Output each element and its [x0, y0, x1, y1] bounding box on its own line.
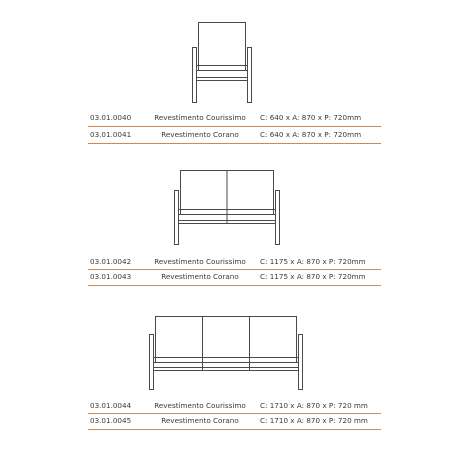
product-code: 03.01.0040 [90, 113, 132, 122]
product-code: 03.01.0043 [90, 272, 132, 281]
product-code: 03.01.0044 [90, 401, 132, 410]
product-dimensions: C: 1175 x A: 870 x P: 720mm [260, 272, 366, 281]
two-seat-sofa-drawing [175, 171, 280, 245]
product-dimensions: C: 640 x A: 870 x P: 720mm [260, 113, 362, 122]
product-code: 03.01.0042 [90, 257, 132, 266]
product-dimensions: C: 1710 x A: 870 x P: 720 mm [260, 401, 368, 410]
product-description: Revestimento Corano [161, 272, 239, 281]
product-dimensions: C: 1710 x A: 870 x P: 720 mm [260, 416, 368, 425]
three-seat-sofa-drawing [150, 317, 303, 390]
product-row [88, 271, 381, 283]
product-dimensions: C: 1175 x A: 870 x P: 720mm [260, 257, 366, 266]
product-row [88, 129, 381, 141]
product-description: Revestimento Corano [161, 416, 239, 425]
row-divider [88, 143, 381, 144]
armchair-drawing [193, 23, 252, 103]
row-divider [88, 429, 381, 430]
row-divider [88, 285, 381, 286]
row-divider [88, 413, 381, 414]
product-row [88, 256, 381, 268]
product-description: Revestimento Courissimo [154, 401, 246, 410]
product-row [88, 112, 381, 124]
product-code: 03.01.0041 [90, 130, 132, 139]
product-description: Revestimento Corano [161, 130, 239, 139]
row-divider [88, 126, 381, 127]
product-row [88, 415, 381, 427]
product-code: 03.01.0045 [90, 416, 132, 425]
product-row [88, 400, 381, 412]
product-description: Revestimento Courissimo [154, 257, 246, 266]
row-divider [88, 269, 381, 270]
product-description: Revestimento Courissimo [154, 113, 246, 122]
product-dimensions: C: 640 x A: 870 x P: 720mm [260, 130, 362, 139]
